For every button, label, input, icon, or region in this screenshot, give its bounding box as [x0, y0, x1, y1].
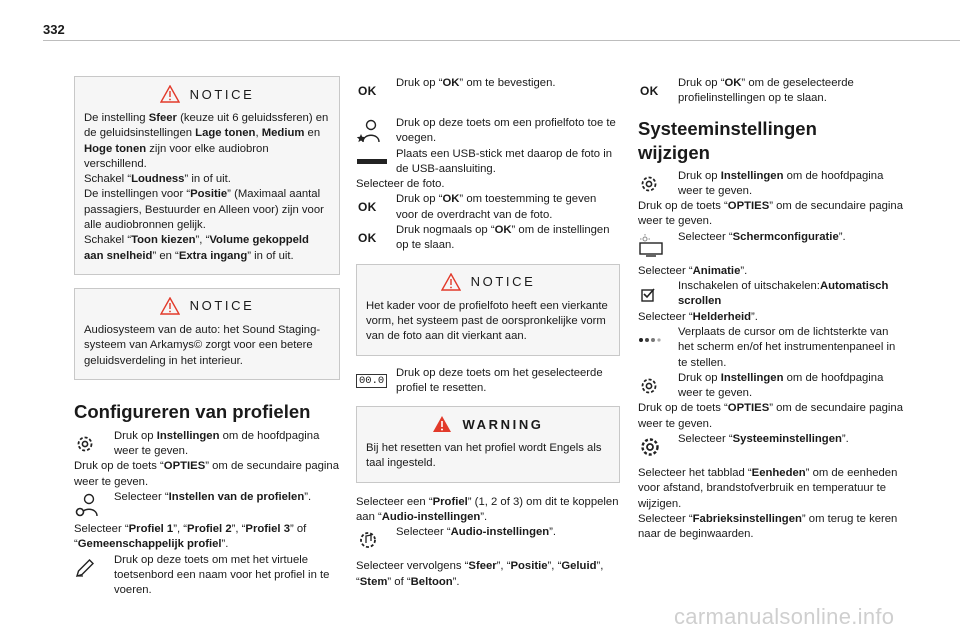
step-profiles: Selecteer “Instellen van de profielen”. [74, 490, 340, 520]
notice-text: Audiosysteem van de auto: het Sound Staging-systeem van Arkamys© zorgt voor een betere geluidsverdeling in het interieur. [84, 323, 321, 367]
reset-button-icon: 00.0 [356, 366, 396, 396]
page-number: 332 [43, 22, 65, 37]
step-name: Druk op deze toets om met het virtuele toetsenbord een naam voor het profiel in te voeren. [74, 553, 340, 599]
step-autoscroll: Inschakelen of uitschakelen:Automatisch scrollen [638, 279, 904, 310]
step-audio-settings: Selecteer “Audio-instellingen”. [356, 525, 620, 555]
warning-text: Bij het resetten van het profiel wordt Engels als taal ingesteld. [366, 442, 602, 470]
step-confirm: OK Druk op “OK” om te bevestigen. [356, 76, 620, 106]
notice-title: NOTICE [189, 86, 255, 102]
system-gear-icon [638, 432, 678, 462]
step-reset: 00.0 Druk op deze toets om het geselecteerde profiel te resetten. [356, 366, 620, 397]
notice-text: De instelling Sfeer (keuze uit 6 geluidssferen) en de geluidsinstellingen Lage tonen, Medium en Hoge tonen zijn voor elke audiobron verschillend. Schakel “Loudness” in of uit. De instellingen voor “Positie” (Maximaal aantal passagiers, Bestuurder en Alleen voor) zijn voor alle audiobronnen gelijk. Schakel “Toon kiezen”, “Volume gekoppeld aan snelheid” en “Extra ingang” in of uit. [84, 112, 329, 262]
step-cursor: Verplaats de cursor om de lichtsterkte van het scherm en/of het instrumentenpaneel in te stellen. [638, 325, 904, 371]
profile-settings-icon [74, 490, 114, 520]
section-heading-system: Systeeminstellingen wijzigen [638, 117, 817, 163]
notice-header [84, 297, 330, 315]
step-factory: Selecteer “Fabrieksinstellingen” om terug te keren naar de beginwaarden. [638, 512, 898, 541]
audio-settings-icon [356, 525, 396, 555]
step-brightness: Selecteer “Helderheid”. [638, 310, 758, 323]
notice-title: NOTICE [189, 298, 255, 314]
step-usb: Plaats een USB-stick met daarop de foto in de USB-aansluiting. [356, 147, 620, 178]
notice-title: NOTICE [470, 274, 536, 290]
step-options-2: Druk op de toets “OPTIES” om de secundaire pagina weer te geven. [638, 402, 903, 430]
warning-title: WARNING [462, 416, 544, 432]
step-options: Druk op de toets “OPTIES” om de secundaire pagina weer te geven. [74, 460, 339, 488]
step-select-profile: Selecteer “Profiel 1”, “Profiel 2”, “Profiel 3” of “Gemeenschappelijk profiel”. [74, 523, 307, 551]
step-select-photo: Selecteer de foto. [356, 178, 445, 191]
checkbox-icon [638, 279, 678, 309]
warning-header [366, 415, 610, 433]
gear-icon [74, 429, 114, 459]
slider-dots-icon [638, 325, 678, 355]
step-select-ambience: Selecteer vervolgens “Sfeer”, “Positie”, “Geluid”, “Stem” of “Beltoon”. [356, 560, 604, 588]
step-options: Druk op de toets “OPTIES” om de secundaire pagina weer te geven. [638, 200, 903, 228]
warning-triangle-icon [160, 85, 180, 103]
warning-triangle-icon [160, 297, 180, 315]
step-units: Selecteer het tabblad “Eenheden” om de eenheden voor afstand, brandstofverbruik en temperatuur te wijzigen. [638, 467, 898, 510]
step-system-settings: Selecteer “Systeeminstellingen”. [638, 432, 904, 462]
ok-button-icon: OK [358, 84, 377, 98]
notice-box-1 [74, 76, 340, 275]
step-settings: Druk op Instellingen om de hoofdpagina weer te geven. [638, 169, 904, 200]
column-1 [74, 76, 340, 599]
notice-box-2 [74, 288, 340, 380]
section-heading-profiles: Configureren van profielen [74, 400, 311, 422]
footer-watermark: carmanualsonline.info [674, 604, 895, 629]
notice-text: Het kader voor de profielfoto heeft een vierkante vorm, het systeem past de oorspronkelijke vorm van de foto aan dit vierkant aan. [366, 299, 608, 343]
ok-button-icon: OK [358, 231, 377, 246]
step-link-profile: Selecteer een “Profiel” (1, 2 of 3) om dit te koppelen aan “Audio-instellingen”. [356, 495, 619, 524]
column-3 [638, 76, 904, 543]
step-save-profile: OK Druk op “OK” om de geselecteerde profielinstellingen op te slaan. [640, 77, 854, 105]
gear-icon [638, 169, 678, 199]
step-transfer: OK Druk op “OK” om toestemming te geven voor de overdracht van de foto. [358, 193, 597, 221]
notice-header [366, 273, 610, 291]
pencil-icon [74, 553, 114, 583]
ok-button-icon: OK [640, 84, 659, 98]
step-settings: Druk op Instellingen om de hoofdpagina weer te geven. [74, 429, 340, 460]
notice-box-3 [356, 264, 620, 356]
profile-photo-icon [356, 116, 396, 146]
step-save: OK Druk nogmaals op “OK” om de instellingen op te slaan. [358, 224, 610, 252]
usb-stick-icon [356, 147, 396, 177]
warning-box [356, 406, 620, 483]
step-screen-config: Selecteer “Schermconfiguratie”. [638, 230, 904, 260]
warning-triangle-icon [432, 415, 452, 433]
ok-button-icon: OK [358, 200, 377, 215]
step-add-photo: Druk op deze toets om een profielfoto toe te voegen. [356, 116, 620, 147]
warning-triangle-icon [441, 273, 461, 291]
step-settings-2: Druk op Instellingen om de hoofdpagina weer te geven. [638, 371, 904, 402]
gear-icon [638, 371, 678, 401]
step-animation: Selecteer “Animatie”. [638, 264, 748, 277]
notice-header [84, 85, 330, 103]
header-rule [43, 40, 960, 41]
screen-brightness-icon [638, 230, 678, 260]
column-2 [356, 76, 620, 590]
